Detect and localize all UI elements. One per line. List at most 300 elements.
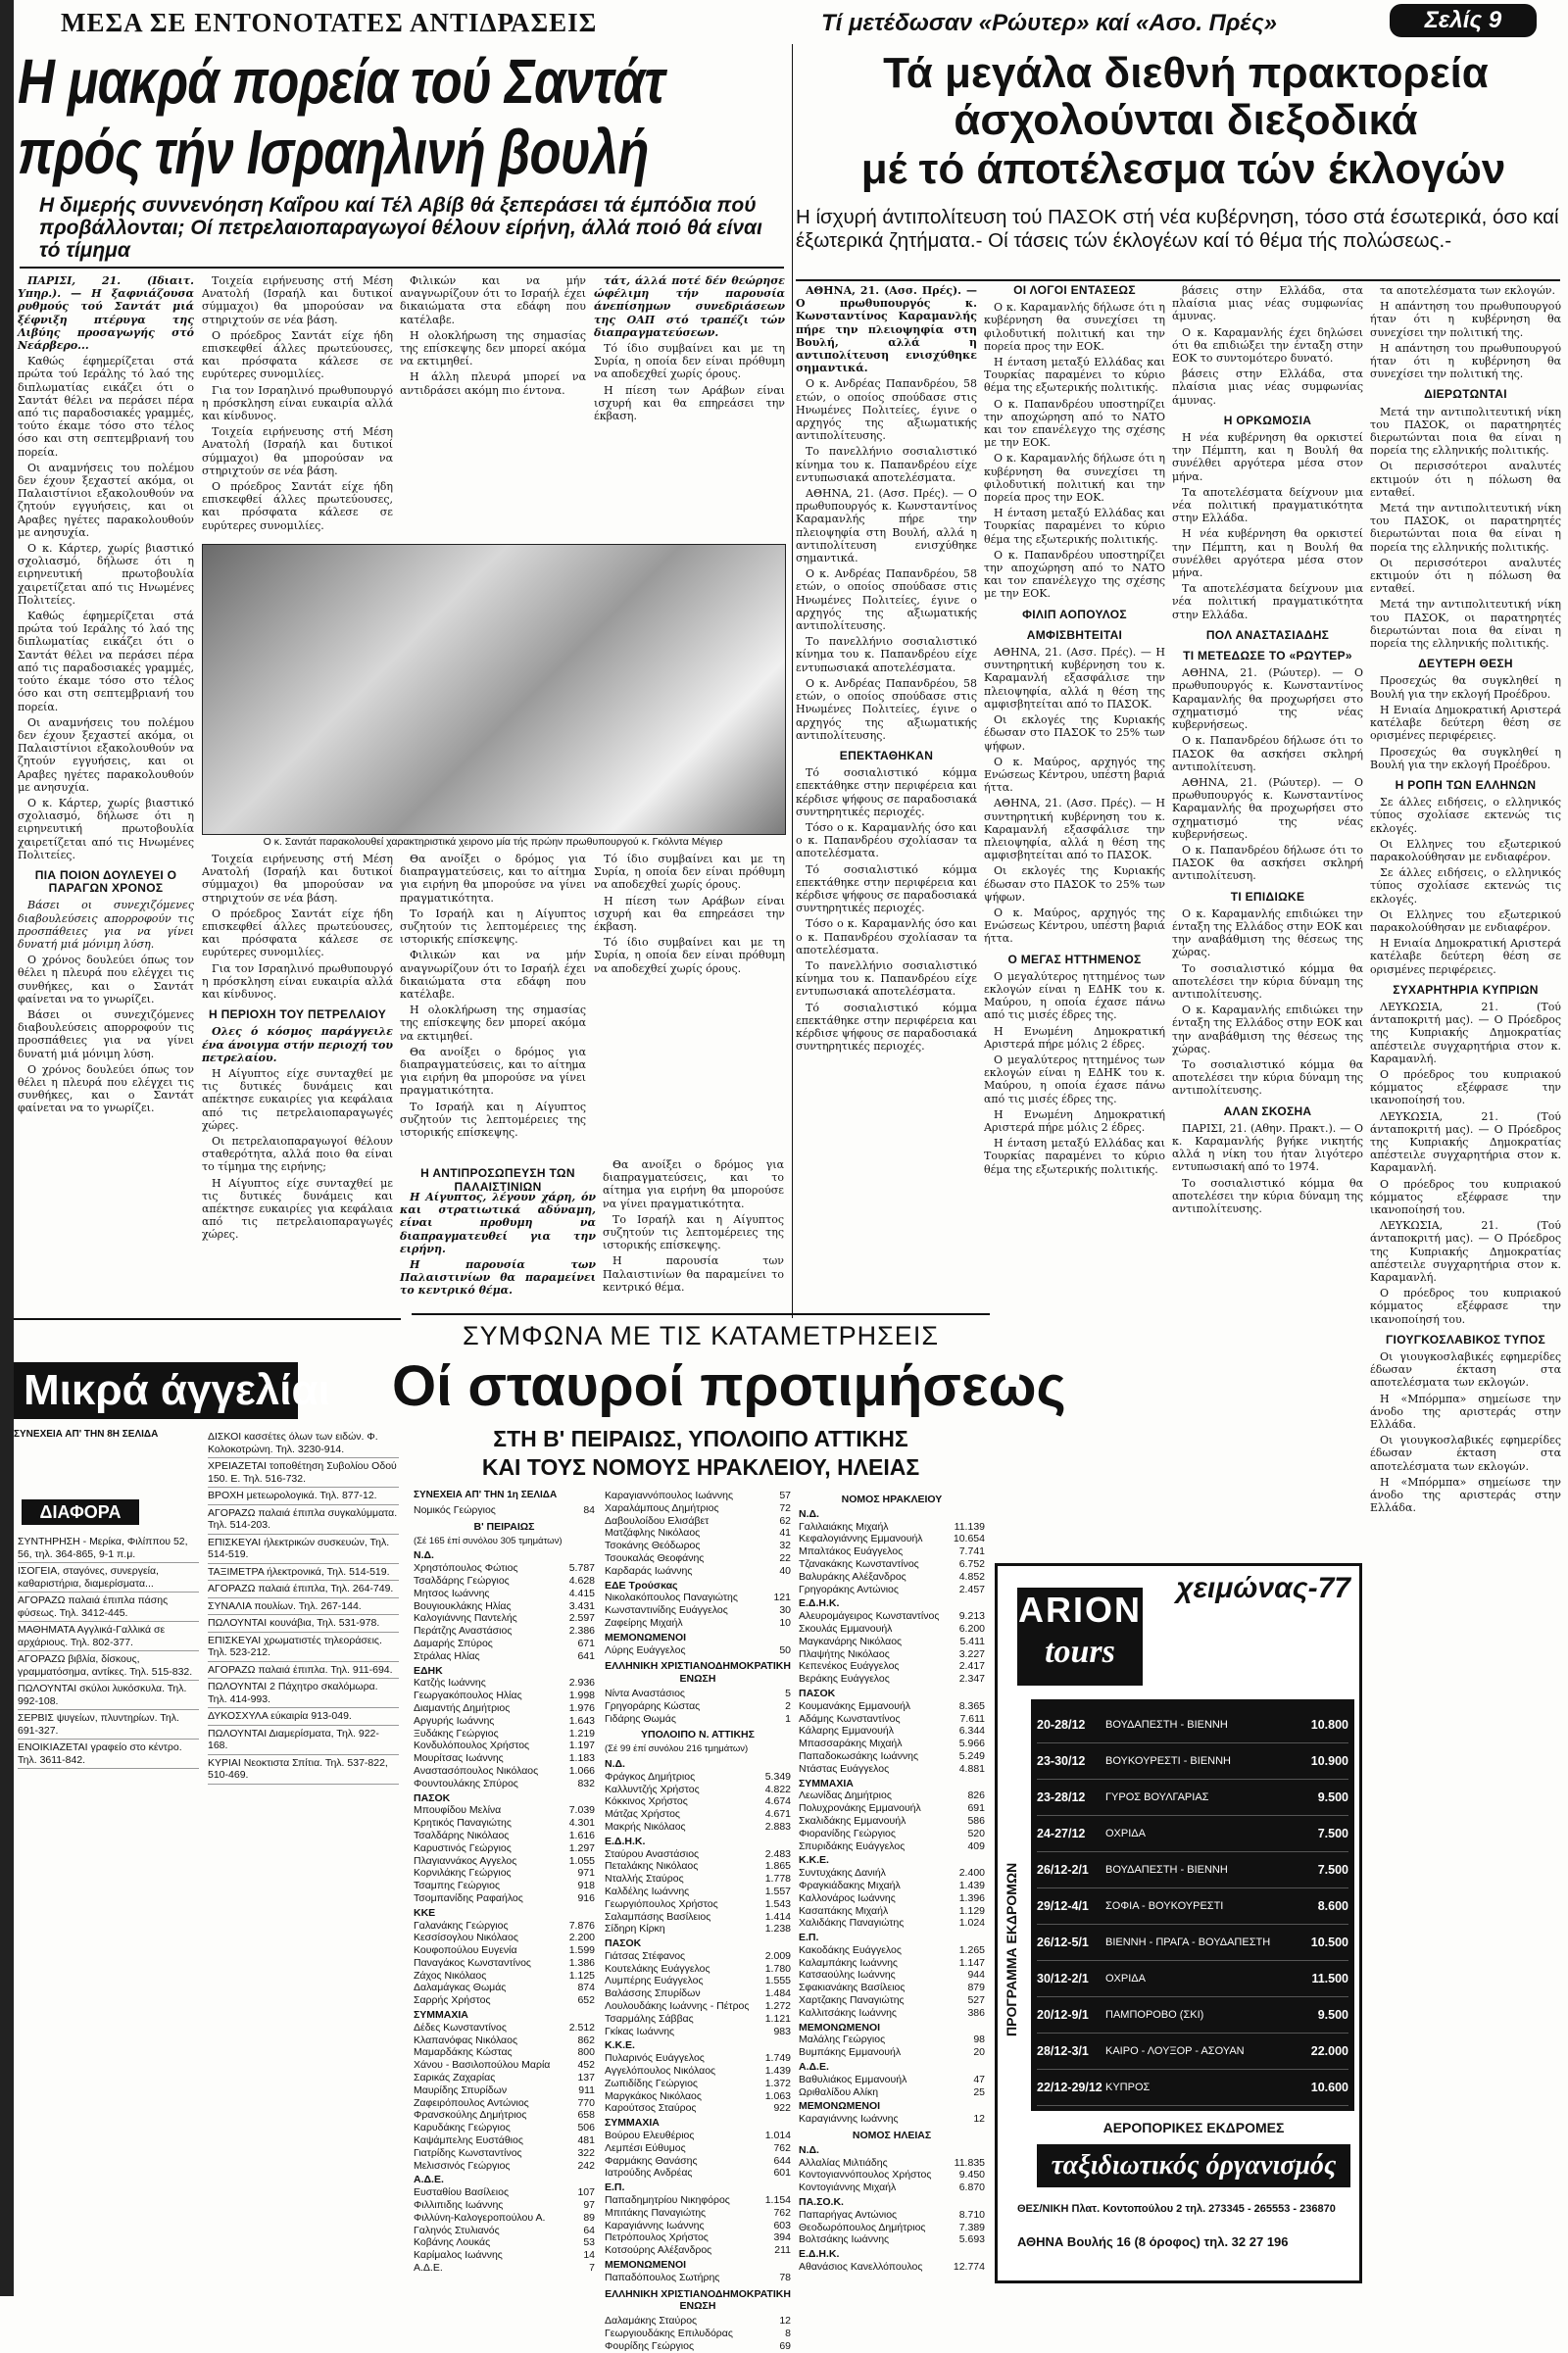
candidate-votes: 601 [773, 2167, 791, 2180]
candidate-votes: 12.774 [953, 2261, 985, 2274]
elections-paragraph: Οι περισσότεροι αναλυτές εκτιμούν ότι η πόλωση θα ενταθεί. [1370, 460, 1561, 499]
vote-row [414, 1765, 595, 1778]
elections-paragraph: ΛΕΥΚΩΣΙΑ, 21. (Τού άνταποκριτή μας). — Ο Πρόεδρος της Κυπριακής Δημοκρατίας απέστειλε συγχαρητήρια στον κ. Καραμανλή. [1370, 1000, 1561, 1065]
sadat-quote: τάτ, άλλά ποτέ δέν θεώρησε ώφέλιμη τήν παρουσία άνεπίσημων συνεδριάσεων της ΟΑΠ στό τραπέζι τών διαπραγματεύσεων. [594, 274, 785, 339]
candidate-name: Μακρής Νικόλαος [605, 1820, 686, 1833]
vote-row [605, 1950, 791, 1963]
classified-ad: ΚΥΡΙΑΙ Νεοκτιστα Σπίτια. Τηλ. 537-822, 510-469. [208, 1755, 399, 1785]
elections-paragraph: Οι περισσότεροι αναλυτές εκτιμούν ότι η πόλωση θα ενταθεί. [1370, 556, 1561, 596]
vote-row [414, 1588, 595, 1600]
candidate-name: Παναγάκος Κωνσταντίνος [414, 1956, 531, 1969]
candidate-votes: 671 [577, 1637, 595, 1649]
candidate-name: Ωριθαλίδου Αλίκη [799, 2085, 879, 2098]
candidate-name: Περάτζης Αναστάσιος [414, 1625, 513, 1638]
elections-paragraph: Η Ενωμένη Δημοκρατική Αριστερά πήρε μόλις 2 έδρες. [984, 1107, 1165, 1134]
photo-caption: Ο κ. Σαντάτ παρακολουθεί χαρακτηριστικά χειρονο μία τής πρώην πρωθυπουργού κ. Γκόλντα Μέγιερ [263, 836, 723, 848]
candidate-votes: 506 [577, 2122, 595, 2134]
candidate-votes: 1.439 [958, 1879, 985, 1891]
candidate-name: Σκουλάς Εμμανουήλ [799, 1622, 893, 1635]
vote-row [414, 1944, 595, 1957]
trip-route: ΓΥΡΟΣ ΒΟΥΛΓΑΡΙΑΣ [1105, 1791, 1209, 1803]
candidate-votes: 1.484 [764, 1987, 791, 2000]
trip-route: ΒΟΥΚΟΥΡΕΣΤΙ - ΒΙΕΝΝΗ [1105, 1755, 1231, 1767]
preferences-subline-1: ΣΤΗ Β' ΠΕΙΡΑΙΩΣ, ΥΠΟΛΟΙΠΟ ΑΤΤΙΚΗΣ [493, 1426, 908, 1451]
sadat-paragraph: Η παρουσία των Παλαιστινίων θα παραμείνει το κεντρικό θέμα. [603, 1254, 784, 1294]
elections-paragraph: ΑΘΗΝΑ, 21. (Ρώυτερ). — Ο πρωθυπουργός κ. Κωνσταντίνος Καραμανλής θα προχωρήσει στο σχηματισμό της νέας κυβερνήσεως. [1172, 666, 1363, 732]
trip-price: 7.500 [1317, 1863, 1348, 1877]
vote-note: (Σέ 99 έπί συνόλου 216 τμημάτων) [605, 1743, 749, 1755]
candidate-name: Καραγιάννης Ιωάννης [799, 2113, 899, 2126]
candidate-votes: 1.154 [764, 2194, 791, 2207]
candidate-name: Συντυχάκης Δανιήλ [799, 1867, 886, 1880]
vote-column-2 [605, 1490, 791, 2352]
candidate-name: Κοντογιάννης Μιχαήλ [799, 2181, 897, 2194]
elections-paragraph: Το σοσιαλιστικό κόμμα θα αποτελέσει την κύρια δύναμη της αντιπολίτευσης. [1172, 1057, 1363, 1098]
sadat-paragraph: Βάσει οι συνεχιζόμενες διαβουλεύσεις απορροφούν τις προσπάθειες για να γίνει δυνατή μιά μόνιμη λύση. [18, 1007, 194, 1060]
candidate-name: Σαλαμπάσης Βασίλειος [605, 1910, 711, 1923]
elections-paragraph: Το πανελλήνιο σοσιαλιστικό κίνημα του κ. Παπανδρέου είχε εντυπωσιακά αποτελέσματα. [796, 958, 977, 999]
candidate-votes: 40 [779, 1564, 791, 1577]
sadat-paragraph: Οι πετρελαιοπαραγωγοί θέλουν σταθερότητα, αλλά ποιο θα είναι το τίμημα της ειρήνης; [202, 1135, 393, 1174]
trip-row [1037, 1997, 1348, 2034]
sadat-paragraph: Τό ίδιο συμβαίνει και με τη Συρία, η οποία δεν είναι πρόθυμη να αποδεχθεί χωρίς όρους. [594, 342, 785, 381]
candidate-name: Δέδες Κωνσταντίνος [414, 2021, 507, 2034]
classifieds-continued: ΣΥΝΕΧΕΙΑ ΑΠ' ΤΗΝ 8Η ΣΕΛΙΔΑ [14, 1429, 159, 1440]
candidate-votes: 6.344 [958, 1725, 985, 1738]
trip-price: 9.500 [1317, 1790, 1348, 1804]
byline: ΦΙΛΙΠ ΑΟΠΟΥΛΟΣ [1022, 607, 1127, 621]
vote-row [605, 2026, 791, 2038]
party-label: ΣΥΜΜΑΧΙΑ [605, 2117, 660, 2130]
party-label: ΠΑ.ΣΟ.Κ. [799, 2196, 844, 2209]
vote-row [414, 2084, 595, 2097]
arion-org: ταξιδιωτικός όργανισμός [1037, 2144, 1350, 2187]
vote-row [799, 1789, 985, 1802]
elections-paragraph: Ο κ. Καραμανλής έχει δηλώσει ότι θα επιδιώξει την ένταξη στην ΕΟΚ το συντομότερο δυνατό. [1172, 325, 1363, 366]
candidate-votes: 50 [779, 1643, 791, 1656]
elections-paragraph: Οι γιουγκοσλαβικές εφημερίδες έδωσαν έκταση στα αποτελέσματα των εκλογών. [1370, 1350, 1561, 1390]
party-label: ΜΕΜΟΝΩΜΕΝΟΙ [605, 2259, 687, 2272]
classified-ad: ΧΡΕΙΑΖΕΤΑΙ τοποθέτηση Συβολίου Οδού 150. Ε. Τηλ. 516-732. [208, 1458, 399, 1488]
vote-row [414, 1702, 595, 1715]
candidate-name: Βαλάσσης Σπυρίδων [605, 1987, 701, 2000]
vote-row [414, 1842, 595, 1855]
candidate-name: Κορνιλάκης Γεώργιος [414, 1867, 512, 1880]
candidate-votes: 452 [577, 2059, 595, 2072]
candidate-name: Κατσαούλης Ιωάννης [799, 1969, 896, 1982]
elections-paragraph: Τόσο ο κ. Καραμανλής όσο και ο κ. Παπανδρέου σχολίασαν τα αποτελέσματα. [796, 917, 977, 956]
vote-row [414, 1855, 595, 1868]
preferences-headline: Οί σταυροί προτιμήσεως [392, 1354, 1066, 1418]
elections-subhead-yugo: ΓΙΟΥΓΚΟΣΛΑΒΙΚΟΣ ΤΥΠΟΣ [1386, 1332, 1545, 1347]
vote-row [414, 2236, 595, 2249]
candidate-name: Μαλάλης Γεώργιος [799, 2034, 886, 2046]
candidate-votes: 800 [577, 2046, 595, 2059]
sadat-column-4c [603, 1158, 784, 1310]
candidate-name: Μουρίτσας Ιωάννης [414, 1752, 504, 1765]
elections-paragraph: Ο κ. Καραμανλής επιδιώκει την ένταξη της Ελλάδος στην ΕΟΚ και την αναβάθμιση της θέσεως της χώρας. [1172, 907, 1363, 959]
sadat-deck-rule [20, 267, 784, 269]
candidate-name: Κονδυλόπουλος Χρήστος [414, 1740, 530, 1752]
sadat-paragraph: Για τον Ισραηλινό πρωθυπουργό η πρόσκληση είναι ευκαιρία αλλά και κίνδυνος. [202, 383, 393, 423]
party-label: ΕΔΕ Τρούσκας [605, 1579, 678, 1592]
vote-row [414, 2186, 595, 2199]
elections-paragraph: Ο κ. Παπανδρέου δήλωσε ότι το ΠΑΣΟΚ θα ασκήσει σκληρή αντιπολίτευση. [1172, 734, 1363, 773]
sadat-paragraph: Τοιχεία ειρήνευσης στή Μέση Ανατολή (Ισραήλ και δυτικοί σύμμαχοι) θα μπορούσαν να στηριχτούν σε νέα βάση. [202, 274, 393, 326]
arion-season: χειμώνας-77 [1176, 1572, 1350, 1604]
sadat-lead: ΠΑΡΙΣΙ, 21. (Ιδιαιτ. Υπηρ.). — Η ξαφνιάζουσα ρυθμούς τού Σαντάτ μιά ξέφνιξη πτέρυγα της Λιβύης προσαγωγής στό Νεάρβερο... [18, 274, 194, 353]
candidate-votes: 652 [577, 1994, 595, 2007]
party-label: ΠΑΣΟΚ [799, 1687, 836, 1699]
candidate-name: Φράγκος Δημήτριος [605, 1770, 696, 1783]
candidate-name: Μητσος Ιωάννης [414, 1587, 490, 1599]
candidate-name: Φαρμάκης Θανάσης [605, 2154, 698, 2167]
party-label: ΣΥΜΜΑΧΙΑ [414, 2009, 468, 2022]
district-heading: ΝΟΜΟΣ ΗΡΑΚΛΕΙΟΥ [841, 1494, 943, 1505]
trip-date: 26/12-5/1 [1037, 1936, 1089, 1949]
vote-row [605, 2078, 791, 2090]
party-label: Ε.Δ.Η.Κ. [799, 1597, 840, 1610]
vote-row [605, 1490, 791, 1502]
elections-paragraph: Ο μεγαλύτερος ηττημένος των εκλογών είναι η ΕΔΗΚ του κ. Μαύρου, η οποία έχασε πάνω από τις μισές έδρες της. [984, 1053, 1165, 1105]
trip-date: 22/12-29/12 [1037, 2081, 1102, 2094]
vote-row [414, 1690, 595, 1702]
sadat-paragraph: Τό ίδιο συμβαίνει και με τη Συρία, η οποία δεν είναι πρόθυμη να αποδεχθεί χωρίς όρους. [594, 936, 785, 975]
vote-row [605, 1848, 791, 1861]
candidate-name: Σαρικάς Ζαχαρίας [414, 2072, 496, 2084]
candidate-votes: 84 [583, 1504, 595, 1516]
preferences-kicker: ΣΥΜΦΩΝΑ ΜΕ ΤΙΣ ΚΑΤΑΜΕΤΡΗΣΕΙΣ [462, 1321, 940, 1350]
candidate-votes: 5.787 [568, 1562, 595, 1575]
arion-air: ΑΕΡΟΠΟΡΙΚΕΣ ΕΚΔΡΟΜΕΣ [1102, 2120, 1285, 2135]
vote-row [799, 1917, 985, 1930]
sadat-column-1 [18, 274, 194, 1156]
vote-row [605, 1860, 791, 1873]
candidate-votes: 1.749 [764, 2052, 791, 2065]
vote-row [414, 2199, 595, 2212]
vote-row [414, 2134, 595, 2147]
candidate-votes: 1.024 [958, 1917, 985, 1930]
candidate-name: Α.Δ.Ε. [414, 2262, 443, 2275]
candidate-votes: 64 [583, 2224, 595, 2236]
candidate-votes: 1.439 [764, 2065, 791, 2078]
vote-row [605, 2052, 791, 2065]
candidate-name: Δαλαμάγκας Θωμάς [414, 1982, 507, 1994]
candidate-votes: 62 [779, 1514, 791, 1527]
candidate-name: Ζαφείρης Μιχαήλ [605, 1616, 683, 1629]
classified-ad: ΑΓΟΡΑΖΩ βιβλία, δίσκους, γραμματόσημα, αντίκες. Τηλ. 515-832. [18, 1651, 199, 1681]
candidate-name: Ξυδάκης Γεώργιος [414, 1727, 499, 1740]
sadat-subhead-region: Η ΠΕΡΙΟΧΗ ΤΟΥ ΠΕΤΡΕΛΑΙΟΥ [208, 1007, 386, 1022]
candidate-votes: 32 [779, 1540, 791, 1552]
elections-paragraph: Οι γιουγκοσλαβικές εφημερίδες έδωσαν έκταση στα αποτελέσματα των εκλογών. [1370, 1434, 1561, 1473]
candidate-name: Γρηγοράρης Κώστας [605, 1699, 701, 1712]
candidate-votes: 47 [973, 2073, 985, 2085]
candidate-votes: 911 [578, 2083, 595, 2096]
candidate-name: Καραγιαννόπουλος Ιωάννης [605, 1490, 734, 1501]
trip-date: 29/12-4/1 [1037, 1899, 1089, 1913]
elections-paragraph: Οι Ελληνες του εξωτερικού παρακολούθησαν με ενδιαφέρον. [1370, 907, 1561, 934]
elections-paragraph: Το σοσιαλιστικό κόμμα θα αποτελέσει την κύρια δύναμη της αντιπολίτευσης. [1172, 961, 1363, 1001]
vote-row [414, 2022, 595, 2034]
candidate-votes: 1.297 [568, 1841, 595, 1854]
trip-price: 11.500 [1311, 1972, 1348, 1985]
district-heading: ΕΛΛΗΝΙΚΗ ΧΡΙΣΤΙΑΝΟΔΗΜΟΚΡΑΤΙΚΗ ΕΝΩΣΗ [605, 2287, 791, 2313]
vote-note: (Σέ 165 έπί συνόλου 305 τμημάτων) [414, 1535, 563, 1546]
elections-paragraph: Ο κ. Καραμανλής δήλωσε ότι η κυβέρνηση θα συνεχίσει τη φιλοδυτική πολιτική και την πορεία προς την ΕΟΚ. [984, 301, 1165, 353]
candidate-name: Νικολακόπουλος Παναγιώτης [605, 1592, 738, 1604]
candidate-name: Φουντουλάκης Σπύρος [414, 1777, 518, 1789]
elections-paragraph: Ο κ. Ανδρέας Παπανδρέου, 58 ετών, ο οποίος σπούδασε στις Ηνωμένες Πολιτείες, έγινε ο αρχηγός της αξιωματικής αντιπολίτευσης. [796, 377, 977, 443]
candidate-votes: 53 [583, 2236, 595, 2249]
candidate-votes: 69 [779, 2339, 791, 2352]
vote-row [799, 1623, 985, 1636]
candidate-votes: 4.822 [764, 1783, 791, 1795]
vote-row [414, 1728, 595, 1740]
candidate-name: Γαλιλαιάκης Μιχαήλ [799, 1520, 889, 1533]
party-label: Ν.Δ. [414, 1549, 434, 1562]
sadat-paragraph: Ο κ. Κάρτερ, χωρίς βιαστικό σχολιασμό, δήλωσε ότι η ειρηνευτική πρωτοβουλία χαιρετίζεται από τις Ηνωμένες Πολιτείες. [18, 542, 194, 607]
candidate-name: Αναστασόπουλος Νικόλαος [414, 1764, 539, 1777]
trip-row [1037, 1961, 1348, 1997]
party-label: Α.Δ.Ε. [414, 2174, 444, 2186]
candidate-name: Θεοδωρόπουλος Δημήτριος [799, 2221, 926, 2233]
elections-paragraph: ΛΕΥΚΩΣΙΑ, 21. (Τού άνταποκριτή μας). — Ο Πρόεδρος της Κυπριακής Δημοκρατίας απέστειλε συγχαρητήρια στον κ. Καραμανλή. [1370, 1109, 1561, 1175]
vote-row [605, 1784, 791, 1796]
candidate-name: Λυμπέρης Ευάγγελος [605, 1975, 704, 1987]
candidate-votes: 3.227 [958, 1647, 985, 1660]
candidate-votes: 2.936 [568, 1677, 595, 1690]
trip-row [1037, 1707, 1348, 1743]
party-label: ΠΑΣΟΚ [414, 1791, 451, 1804]
candidate-name: Λεμπέσι Εύθυμος [605, 2141, 686, 2154]
elections-paragraph: Ο κ. Παπανδρέου δήλωσε ότι το ΠΑΣΟΚ θα ασκήσει σκληρή αντιπολίτευση. [1172, 843, 1363, 883]
vote-row [799, 1969, 985, 1982]
vote-row [414, 1612, 595, 1625]
candidate-votes: 12 [779, 2315, 791, 2328]
vote-row [414, 1677, 595, 1690]
trip-date: 20-28/12 [1037, 1718, 1086, 1732]
classifieds-column-2 [208, 1429, 399, 2288]
sadat-column-4b [594, 853, 785, 1156]
candidate-votes: 409 [967, 1839, 985, 1852]
party-label: ΣΥΜΜΑΧΙΑ [799, 1777, 854, 1789]
candidate-votes: 1.066 [568, 1764, 595, 1777]
candidate-name: Σφακιανάκης Βασίλειος [799, 1982, 906, 1994]
vote-row [605, 1552, 791, 1565]
vote-row [414, 1932, 595, 1944]
candidate-name: Ζωπιδίδης Γεώργιος [605, 2077, 698, 2089]
candidate-name: Κοβάνης Λουκάς [414, 2236, 491, 2249]
sadat-paragraph: Το Ισραήλ και η Αίγυπτος συζητούν τις λεπτομέρειες της ιστορικής επίσκεψης. [400, 907, 586, 947]
candidate-name: Σταύρου Αναστάσιος [605, 1847, 700, 1860]
trip-price: 8.600 [1317, 1899, 1348, 1913]
elections-paragraph: Προσεχώς θα συγκληθεί η Βουλή για την εκλογή Προέδρου. [1370, 745, 1561, 771]
elections-paragraph: Τό σοσιαλιστικό κόμμα επεκτάθηκε στην περιφέρεια και κέρδισε ψήφους σε παραδοσιακά συντηρητικές περιοχές. [796, 1001, 977, 1054]
candidate-votes: 2.417 [958, 1660, 985, 1673]
elections-paragraph: βάσεις στην Ελλάδα, στα πλαίσια μιας νέας συμφωνίας άμυνας. [1172, 368, 1363, 407]
sadat-paragraph: Ο πρόεδρος Σαντάτ είχε ήδη επισκεφθεί άλλες πρωτεύουσες, και πρόσφατα κάλεσε σε ευρύτερες συνομιλίες. [202, 480, 393, 532]
elections-paragraph: Τα αποτελέσματα δείχνουν μια νέα πολιτική πραγματικότητα στην Ελλάδα. [1172, 582, 1363, 621]
elections-paragraph: ΑΘΗΝΑ, 21. (Ασσ. Πρές). — Ο πρωθυπουργός κ. Κωνσταντίνος Καραμανλής πήρε την πλειοψηφία στη Βουλή, αλλά η αντιπολίτευση ενισχύθηκε σημαντικά. [796, 487, 977, 565]
vote-row [799, 2222, 985, 2234]
candidate-votes: 4.852 [958, 1570, 985, 1583]
elections-column-3 [1172, 284, 1363, 1548]
masthead-kicker-right: Τί μετέδωσαν «Ρώυτερ» καί «Ασο. Πρές» [821, 10, 1278, 36]
candidate-votes: 1 [785, 1712, 791, 1725]
candidate-name: Πετρόπουλος Χρήστος [605, 2231, 709, 2244]
trip-route: ΟΧΡΙΔΑ [1105, 1828, 1146, 1839]
sadat-paragraph: Βάσει οι συνεχιζόμενες διαβουλεύσεις απορροφούν τις προσπάθειες για να γίνει δυνατή μιά μόνιμη λύση. [18, 899, 194, 951]
candidate-votes: 2.009 [764, 1949, 791, 1962]
candidate-name: Παπαρήγας Αντώνιος [799, 2208, 898, 2221]
sadat-paragraph: Φιλικών και να μήν αναγνωρίζουν ότι το Ισραήλ έχει δικαιώματα στα εδάφη που κατέλαβε. [400, 274, 586, 326]
candidate-votes: 4.301 [568, 1817, 595, 1830]
party-label: Ε.Δ.Η.Κ. [799, 2248, 840, 2261]
vote-row [605, 2155, 791, 2168]
sadat-paragraph: Το Ισραήλ και η Αίγυπτος συζητούν τις λεπτομέρειες της ιστορικής επίσκεψης. [603, 1212, 784, 1252]
vote-row [605, 2244, 791, 2257]
sadat-column-3 [400, 274, 586, 397]
sadat-paragraph: Η πίεση των Αράβων είναι ισχυρή και θα επηρεάσει την έκβαση. [594, 894, 785, 934]
candidate-name: Παπαδοκωσάκης Ιωάννης [799, 1749, 919, 1762]
vote-row [799, 1636, 985, 1648]
candidate-name: Καλαμπάκης Ιωάννης [799, 1956, 898, 1969]
candidate-votes: 7.876 [568, 1919, 595, 1932]
elections-paragraph: Η ένταση μεταξύ Ελλάδας και Τουρκίας παραμένει το κύριο θέμα της εξωτερικής πολιτικής. [984, 356, 1165, 395]
candidate-votes: 25 [973, 2085, 985, 2098]
candidate-name: Ζάχος Νικόλαος [414, 1969, 487, 1982]
vote-row [799, 1584, 985, 1596]
district-heading: ΕΛΛΗΝΙΚΗ ΧΡΙΣΤΙΑΝΟΔΗΜΟΚΡΑΤΙΚΗ ΕΝΩΣΗ [605, 1660, 791, 1686]
candidate-name: Σπυριδάκης Ευάγγελος [799, 1839, 906, 1852]
trip-price: 9.500 [1317, 2008, 1348, 2022]
candidate-votes: 1.197 [568, 1740, 595, 1752]
candidate-name: Σκαλιδάκης Εμμανουήλ [799, 1814, 906, 1827]
sadat-paragraph: Η άλλη πλευρά μπορεί να αντιδράσει ακόμη πιο έντονα. [400, 370, 586, 397]
candidate-name: Βαθυλιάκος Εμμανουήλ [799, 2073, 907, 2085]
candidate-name: Μπιτάκης Παναγιώτης [605, 2206, 707, 2219]
district-heading: ΥΠΟΛΟΙΠΟ Ν. ΑΤΤΙΚΗΣ [641, 1729, 755, 1741]
elections-paragraph: Τό σοσιαλιστικό κόμμα επεκτάθηκε στην περιφέρεια και κέρδισε ψήφους σε παραδοσιακά συντηρητικές περιοχές. [796, 766, 977, 818]
candidate-votes: 1.125 [568, 1969, 595, 1982]
vote-row [799, 2113, 985, 2126]
elections-paragraph: Ο κ. Μαύρος, αρχηγός της Ενώσεως Κέντρου, υπέστη βαριά ήττα. [984, 755, 1165, 795]
elections-paragraph: Μετά την αντιπολιτευτική νίκη του ΠΑΣΟΚ, οι παρατηρητές διερωτώνται ποια θα είναι η πορεία της ελληνικής πολιτικής. [1370, 502, 1561, 554]
vote-row [605, 1540, 791, 1552]
candidate-votes: 1.616 [568, 1829, 595, 1841]
candidate-votes: 242 [577, 2159, 595, 2172]
classified-ad: ΑΓΟΡΑΖΩ παλαιά έπιπλα, Τηλ. 264-749. [208, 1581, 399, 1598]
vote-row [799, 2046, 985, 2059]
candidate-name: Πλαγιαννάκος Αγγελος [414, 1854, 517, 1867]
sadat-column-palestinians [400, 1191, 596, 1313]
candidate-votes: 2.597 [568, 1612, 595, 1625]
vote-row [605, 2130, 791, 2142]
candidate-votes: 1.599 [568, 1944, 595, 1957]
candidate-name: Καρίμαλος Ιωάννης [414, 2249, 503, 2262]
candidate-name: Βουγιουκλάκης Ηλίας [414, 1599, 512, 1612]
candidate-name: Κεσσίσογλου Νικόλαος [414, 1932, 518, 1944]
candidate-name: Φιορανίδης Γεώργιος [799, 1827, 896, 1839]
candidate-votes: 6.870 [958, 2181, 985, 2194]
sadat-subhead-palestinians: Η ΑΝΤΙΠΡΟΣΩΠΕΥΣΗ ΤΩΝ ΠΑΛΑΙΣΤΙΝΙΩΝ [420, 1166, 575, 1194]
candidate-name: Γαληνός Στυλιανός [414, 2224, 500, 2236]
sadat-paragraph: Ο κ. Κάρτερ, χωρίς βιαστικό σχολιασμό, δήλωσε ότι η ειρηνευτική πρωτοβουλία χαιρετίζεται από τις Ηνωμένες Πολιτείες. [18, 796, 194, 861]
sadat-column-2 [202, 274, 393, 539]
sadat-paragraph: Καθώς έφημερίζεται στά πρώτα τού Ιεράλης τό λαό της διπλωματίας εικάζει ότι ο Σαντάτ θέλει να περάσει πέρα από τις παραδοσιακές γραμμές, τούτο έκαμε τόσο στο τέλος όσο και στη σεπτεμβριανή του πορεία. [18, 355, 194, 459]
classified-ad: ΜΑΘΗΜΑΤΑ Αγγλικά-Γαλλικά σε αρχάριους. Τηλ. 802-377. [18, 1622, 199, 1651]
elections-subhead-disputed: ΑΜΦΙΣΒΗΤΕΙΤΑΙ [1026, 627, 1123, 642]
elections-paragraph: Ο πρόεδρος του κυπριακού κόμματος εξέφρασε την ικανοποίησή του. [1370, 1067, 1561, 1107]
elections-paragraph: Ο κ. Μαύρος, αρχηγός της Ενώσεως Κέντρου, υπέστη βαριά ήττα. [984, 906, 1165, 946]
elections-paragraph: τα αποτελέσματα των εκλογών. [1380, 284, 1555, 297]
trip-price: 10.500 [1310, 1936, 1348, 1949]
elections-paragraph: Ο κ. Καραμανλής δήλωσε ότι η κυβέρνηση θα συνεχίσει τη φιλοδυτική πολιτική και την πορεία προς την ΕΟΚ. [984, 452, 1165, 505]
trip-route: ΣΟΦΙΑ - ΒΟΥΚΟΥΡΕΣΤΙ [1105, 1900, 1224, 1912]
candidate-votes: 2.483 [764, 1847, 791, 1860]
elections-paragraph: Σε άλλες ειδήσεις, ο ελληνικός τύπος σχολίασε εκτενώς τις εκλογές. [1370, 866, 1561, 906]
candidate-votes: 5.966 [958, 1738, 985, 1750]
candidate-name: Καραγιάννης Ιωάννης [605, 2219, 705, 2231]
sadat-deck: Η διμερής συννενόηση Καΐρου καί Τέλ Αβίβ θά ξεπεράσει τά έμπόδια πού προβάλλονται; Οί πετρελαιοπαραγωγοί θέλουν είρήνη, άλλά ποιό θά είναι τό τίμημα [39, 194, 762, 262]
vote-row [605, 1565, 791, 1578]
sadat-paragraph: Η παρουσία των Παλαιστινίων θα παραμείνει το κεντρικό θέμα. [400, 1258, 596, 1298]
elections-paragraph: ΠΑΡΙΣΙ, 21. (Αθην. Πρακτ.). — Ο κ. Καραμανλής βγήκε νικητής αλλά η νίκη του ήταν λιγότερο εντυπωσιακή από το 1974. [1172, 1121, 1363, 1174]
sadat-photo [202, 544, 786, 835]
classifieds-column-1 [18, 1446, 199, 2288]
candidate-votes: 72 [779, 1501, 791, 1514]
vote-row [605, 1963, 791, 1976]
candidate-name: Τσοκάνης Θεόδωρος [605, 1540, 701, 1552]
vote-row [414, 1504, 595, 1517]
sadat-paragraph: Η Αίγυπτος είχε συνταχθεί με τις δυτικές δυνάμεις και απέκτησε ευκαιρίες για κεφάλαια από τις πετρελαιοπαραγωγές χώρες. [202, 1067, 393, 1132]
vote-row [414, 1752, 595, 1765]
classified-ad: ΣΕΡΒΙΣ ψυγείων, πλυντηρίων. Τηλ. 691-327. [18, 1710, 199, 1740]
elections-paragraph: Ο κ. Ανδρέας Παπανδρέου, 58 ετών, ο οποίος σπούδασε στις Ηνωμένες Πολιτείες, έγινε ο αρχηγός της αξιωματικής αντιπολίτευσης. [796, 676, 977, 742]
trip-date: 24-27/12 [1037, 1827, 1086, 1840]
candidate-votes: 2.386 [568, 1625, 595, 1638]
classified-ad: ΕΝΟΙΚΙΑΖΕΤΑΙ γραφείο στο κέντρο. Τηλ. 3611-842. [18, 1740, 199, 1769]
candidate-name: Ιατρούδης Ανδρέας [605, 2167, 693, 2180]
vote-row [799, 1738, 985, 1750]
candidate-name: Φρανσκούλης Δημήτριος [414, 2109, 527, 2122]
candidate-name: Αργυρής Ιωάννης [414, 1714, 495, 1727]
vote-row [799, 2034, 985, 2046]
vote-row [799, 2086, 985, 2099]
district-heading: Β' ΠΕΙΡΑΙΩΣ [473, 1520, 535, 1533]
vote-row [799, 1982, 985, 1994]
candidate-votes: 4.671 [764, 1808, 791, 1821]
sadat-column-3b [400, 853, 586, 1156]
elections-column-4 [1370, 284, 1561, 2283]
classified-ad: ΕΠΙΣΚΕΥΑΙ χρωματιστές τηλεοράσεις. Τηλ. 523-212. [208, 1633, 399, 1662]
elections-paragraph: Ο κ. Παπανδρέου υποστηρίζει την αποχώρηση από το ΝΑΤΟ και τον επανέλεγχο της σχέσης με την ΕΟΚ. [984, 548, 1165, 601]
candidate-name: Γαλανάκης Γεώργιος [414, 1919, 509, 1932]
classified-ad: ΔΥΚΟΣΧΥΛΑ εύκαιρία 913-049. [208, 1708, 399, 1726]
vote-row [414, 1920, 595, 1933]
candidate-name: Γιατρίδης Κωνσταντίνος [414, 2146, 522, 2159]
preferences-subline-2: ΚΑΙ ΤΟΥΣ ΝΟΜΟΥΣ ΗΡΑΚΛΕΙΟΥ, ΗΛΕΙΑΣ [481, 1454, 920, 1480]
sadat-paragraph: Τοιχεία ειρήνευσης στή Μέση Ανατολή (Ισραήλ και δυτικοί σύμμαχοι) θα μπορούσαν να στηριχτούν σε νέα βάση. [202, 425, 393, 477]
elections-paragraph: Σε άλλες ειδήσεις, ο ελληνικός τύπος σχολίασε εκτενώς τις εκλογές. [1370, 796, 1561, 835]
sadat-headline-2: πρός τήν Ισραηλινή βουλή [18, 117, 649, 187]
trip-route: ΚΑΙΡΟ - ΛΟΥΞΟΡ - ΑΣΟΥΑΝ [1105, 2045, 1245, 2057]
candidate-votes: 4.674 [764, 1795, 791, 1808]
vote-row [605, 1713, 791, 1726]
candidate-name: Καλλονάρος Ιωάννης [799, 1891, 896, 1904]
classified-ad: ΔΙΣΚΟΙ κασσέτες όλων των ειδών. Φ. Κολοκοτρώνη. Τηλ. 3230-914. [208, 1429, 399, 1458]
